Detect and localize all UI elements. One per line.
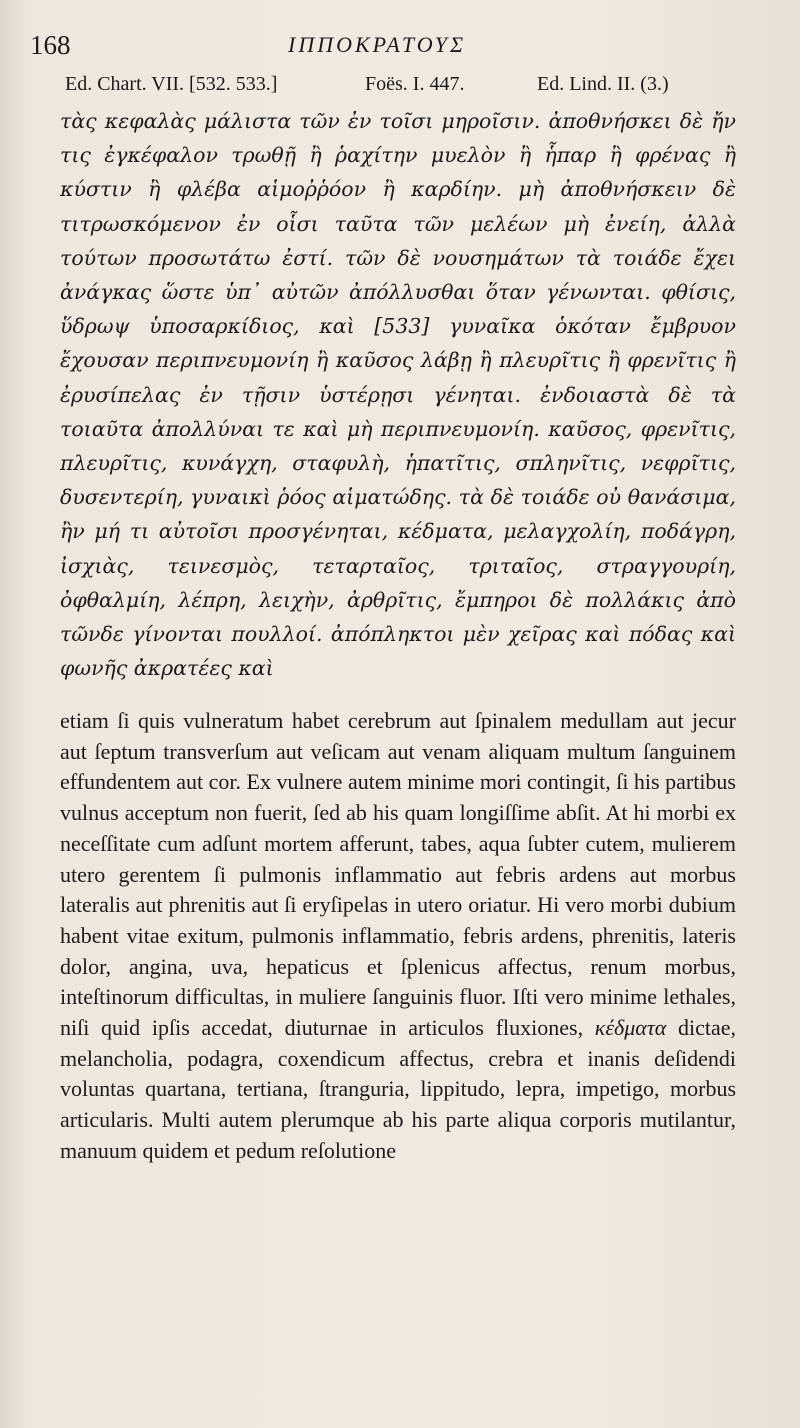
ref-linden: Ed. Lind. II. (3.) bbox=[537, 73, 669, 95]
latin-text-part2: dictae, melancholia, podagra, coxendicum affectus, crebra et inanis deſidendi voluntas quartana, tertiana, ſtranguria, lippitudo, lepra, impetigo, morbus articularis. Multi autem plerumque ab his parte aliqua corporis mutilantur, manuum quidem et pedum reſolutione bbox=[60, 1015, 737, 1163]
greek-text-block: τὰς κεφαλὰς μάλιστα τῶν ἐν τοῖσι μηροῖσιν. ἀποθνήσκει δὲ ἤν τις ἐγκέφαλον τρωθῇ ἢ ῥαχίτην μυελὸν ἢ ἧπαρ ἢ φρένας ἢ κύστιν ἢ φλέβα αἱμοῤῥόον ἢ καρδίην. μὴ ἀποθνήσκειν δὲ τιτρωσκόμενον ἐν οἷσι ταῦτα τῶν μελέων μὴ ἐνείη, ἀλλὰ τούτων προσωτάτω ἐστί. τῶν δὲ νουσημάτων τὰ τοιάδε ἔχει ἀνάγκας ὥστε ὑπ᾽ αὐτῶν ἀπόλλυσθαι ὅταν γένωνται. φθίσις, ὕδρωψ ὑποσαρκίδιος, καὶ [533] γυναῖκα ὁκόταν ἔμβρυον ἔχουσαν περιπνευμονίη ἢ καῦσος λάβῃ ἢ πλευρῖτις ἢ φρενῖτις ἢ ἐρυσίπελας ἐν τῇσιν ὑστέρῃσι γένηται. ἐνδοιαστὰ δὲ τὰ τοιαῦτα ἀπολλύναι τε καὶ μὴ περιπνευμονίη. καῦσος, φρενῖτις, πλευρῖτις, κυνάγχη, σταφυλὴ, ἡπατῖτις, σπληνῖτις, νεφρῖτις, δυσεντερίη, γυναικὶ ῥόος αἱματώδης. τὰ δὲ τοιάδε οὐ θανάσιμα, ἢν μή τι αὐτοῖσι προσγένηται, κέδματα, μελαγχολίη, ποδάγρη, ἰσχιὰς, τεινεσμὸς, τεταρταῖος, τριταῖος, στραγγουρίη, ὀφθαλμίη, λέπρη, λειχὴν, ἀρθρῖτις, ἔμπηροι δὲ πολλάκις ἀπὸ τῶνδε γίνονται πουλλοί. ἀπόπληκτοι μὲν χεῖρας καὶ πόδας καὶ φωνῆς ἀκρατέες καὶ bbox=[60, 109, 736, 681]
page-number: 168 bbox=[30, 30, 71, 60]
edition-references bbox=[65, 73, 778, 103]
latin-text-part1: etiam ſi quis vulneratum habet cerebrum aut ſpinalem medullam aut jecur aut ſeptum transverſum aut veſicam aut venam aliquam multum ſanguinem effundentem aut cor. Ex vulnere autem minime mori contingit, ſi his partibus vulnus acceptum non fuerit, ſed ab his quam longiſſime abſit. At hi morbi ex neceſſitate cum adſunt mortem afferunt, tabes, aqua ſubter cutem, mulierem utero gerentem ſi pulmonis inflammatio aut febris ardens aut morbus lateralis aut phrenitis aut ſi eryſipelas in utero oriatur. Hi vero morbi dubium habent vitae exitum, pulmonis inflammatio, febris ardens, phrenitis, lateris dolor, angina, uva, hepaticus et ſplenicus affectus, renum morbus, inteſtinorum difficultas, in muliere ſanguinis fluor. Iſti vero minime lethales, niſi quid ipſis accedat, diuturnae in articulos fluxiones, bbox=[60, 708, 736, 1041]
ref-chartier: Ed. Chart. VII. [532. 533.] bbox=[65, 73, 278, 95]
page-header bbox=[30, 30, 760, 64]
latin-greek-term: κέδματα bbox=[594, 1015, 667, 1041]
latin-translation-block bbox=[60, 706, 736, 1167]
ref-foes: Foës. I. 447. bbox=[365, 73, 465, 95]
running-title: ΙΠΠΟΚΡΑΤΟΥΣ bbox=[288, 32, 467, 57]
